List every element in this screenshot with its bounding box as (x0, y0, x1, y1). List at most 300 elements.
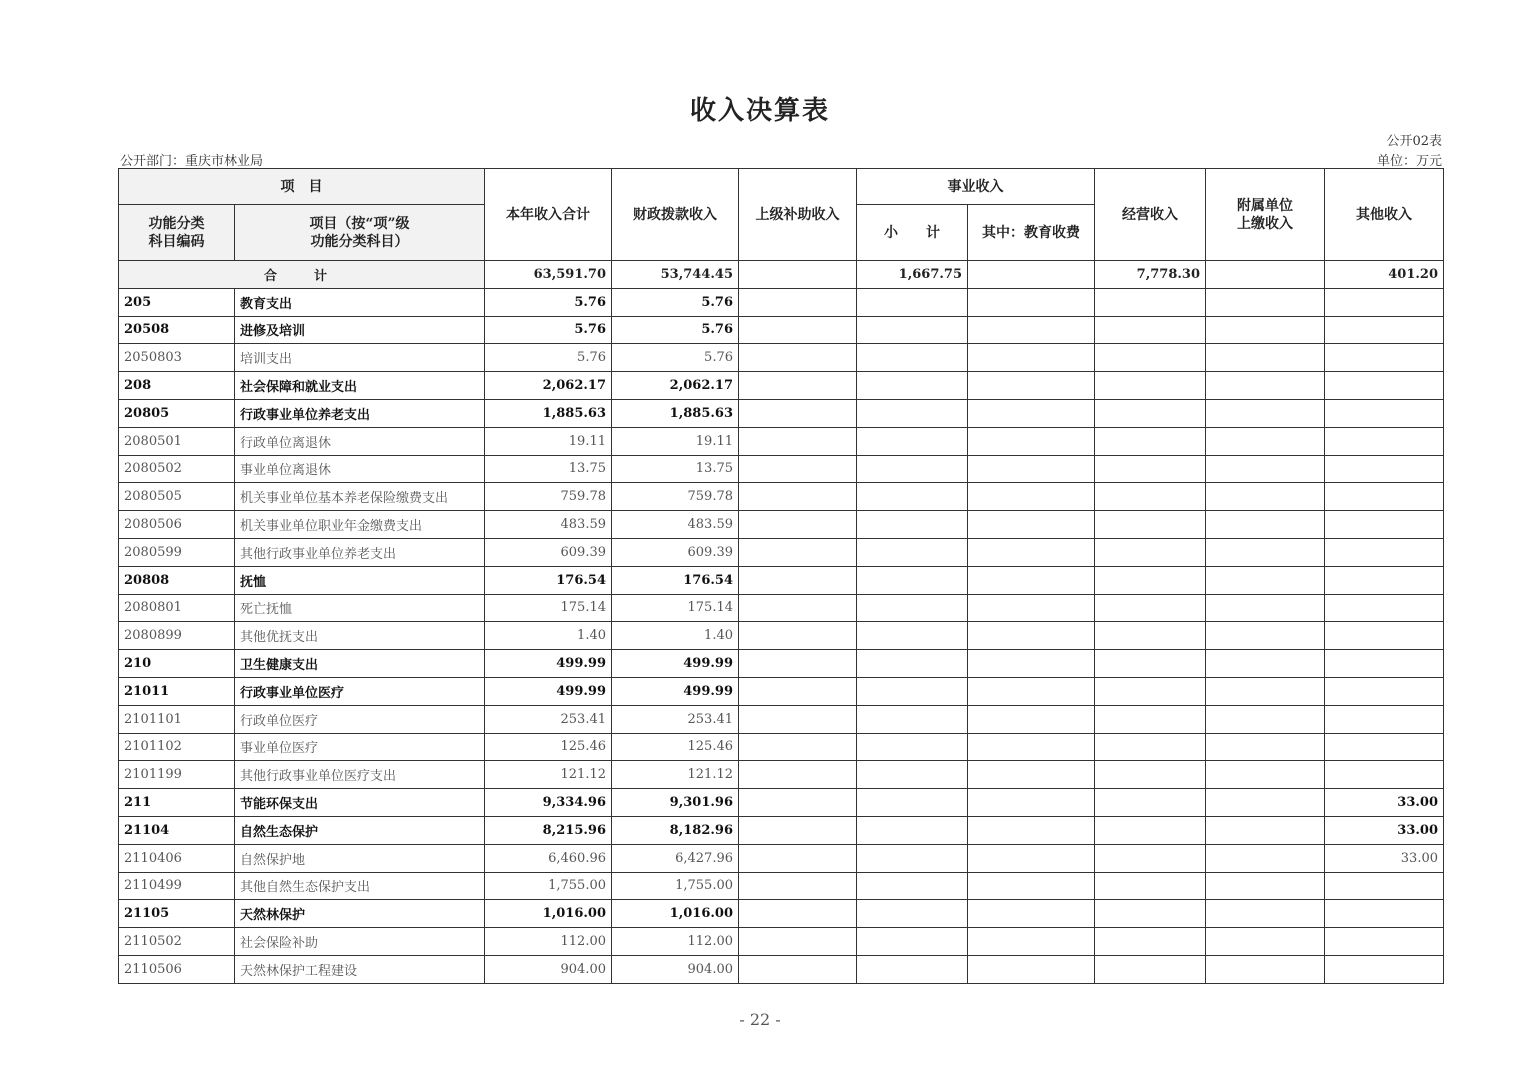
header-code: 功能分类 科目编码 (119, 205, 235, 261)
row-code: 2080899 (119, 622, 235, 650)
row-affiliated (1206, 511, 1325, 539)
row-affiliated (1206, 677, 1325, 705)
row-name: 行政单位医疗 (235, 705, 485, 733)
header-item: 项 目 (119, 169, 485, 205)
row-total: 2,062.17 (485, 372, 612, 400)
row-operating (1095, 844, 1206, 872)
row-superior (739, 455, 857, 483)
row-total: 904.00 (485, 955, 612, 983)
table-row (119, 538, 1444, 566)
row-other (1325, 650, 1444, 678)
row-code: 21104 (119, 816, 235, 844)
row-code: 2080599 (119, 538, 235, 566)
row-subtotal (857, 538, 968, 566)
row-subtotal (857, 928, 968, 956)
row-affiliated (1206, 399, 1325, 427)
row-subtotal (857, 955, 968, 983)
row-operating (1095, 733, 1206, 761)
row-superior (739, 288, 857, 316)
row-name: 教育支出 (235, 288, 485, 316)
row-name: 行政单位离退休 (235, 427, 485, 455)
row-fiscal: 1,885.63 (612, 399, 739, 427)
row-affiliated (1206, 455, 1325, 483)
row-total: 9,334.96 (485, 789, 612, 817)
total-operating: 7,778.30 (1095, 261, 1206, 289)
row-affiliated (1206, 900, 1325, 928)
row-superior (739, 955, 857, 983)
row-operating (1095, 538, 1206, 566)
table-row (119, 372, 1444, 400)
row-edu-fee (968, 622, 1095, 650)
row-edu-fee (968, 677, 1095, 705)
row-superior (739, 705, 857, 733)
row-superior (739, 372, 857, 400)
row-affiliated (1206, 344, 1325, 372)
table-row (119, 872, 1444, 900)
row-edu-fee (968, 900, 1095, 928)
row-name: 自然生态保护 (235, 816, 485, 844)
table-row (119, 844, 1444, 872)
total-fiscal: 53,744.45 (612, 261, 739, 289)
row-edu-fee (968, 761, 1095, 789)
row-operating (1095, 399, 1206, 427)
row-operating (1095, 900, 1206, 928)
table-row (119, 677, 1444, 705)
header-total: 本年收入合计 (485, 169, 612, 261)
header-operating: 经营收入 (1095, 169, 1206, 261)
table-row (119, 399, 1444, 427)
total-label: 合 计 (119, 261, 485, 289)
row-name: 培训支出 (235, 344, 485, 372)
row-total: 13.75 (485, 455, 612, 483)
row-fiscal: 121.12 (612, 761, 739, 789)
row-operating (1095, 789, 1206, 817)
row-superior (739, 622, 857, 650)
row-other: 33.00 (1325, 789, 1444, 817)
header-name: 项目（按“项”级 功能分类科目） (235, 205, 485, 261)
form-number: 公开02表 (1386, 134, 1442, 149)
row-edu-fee (968, 566, 1095, 594)
row-affiliated (1206, 789, 1325, 817)
row-edu-fee (968, 816, 1095, 844)
row-total: 121.12 (485, 761, 612, 789)
row-fiscal: 904.00 (612, 955, 739, 983)
row-name: 死亡抚恤 (235, 594, 485, 622)
row-code: 20508 (119, 316, 235, 344)
row-superior (739, 733, 857, 761)
row-fiscal: 5.76 (612, 288, 739, 316)
row-total: 1.40 (485, 622, 612, 650)
row-affiliated (1206, 594, 1325, 622)
table-row (119, 511, 1444, 539)
row-other (1325, 399, 1444, 427)
row-name: 天然林保护 (235, 900, 485, 928)
row-code: 2050803 (119, 344, 235, 372)
row-code: 210 (119, 650, 235, 678)
table-row (119, 789, 1444, 817)
table-row (119, 816, 1444, 844)
table-row (119, 594, 1444, 622)
header-business: 事业收入 (857, 169, 1095, 205)
row-edu-fee (968, 872, 1095, 900)
row-total: 499.99 (485, 677, 612, 705)
row-name: 其他优抚支出 (235, 622, 485, 650)
row-fiscal: 5.76 (612, 316, 739, 344)
row-code: 2101199 (119, 761, 235, 789)
row-edu-fee (968, 372, 1095, 400)
row-operating (1095, 955, 1206, 983)
row-affiliated (1206, 872, 1325, 900)
row-name: 其他行政事业单位养老支出 (235, 538, 485, 566)
row-fiscal: 112.00 (612, 928, 739, 956)
row-fiscal: 483.59 (612, 511, 739, 539)
row-subtotal (857, 789, 968, 817)
row-code: 2080506 (119, 511, 235, 539)
row-fiscal: 125.46 (612, 733, 739, 761)
row-other (1325, 705, 1444, 733)
row-operating (1095, 761, 1206, 789)
row-total: 176.54 (485, 566, 612, 594)
row-other (1325, 316, 1444, 344)
table-row (119, 928, 1444, 956)
row-affiliated (1206, 928, 1325, 956)
income-table (118, 168, 1444, 984)
row-operating (1095, 872, 1206, 900)
row-operating (1095, 650, 1206, 678)
row-other (1325, 733, 1444, 761)
row-fiscal: 1,755.00 (612, 872, 739, 900)
row-operating (1095, 316, 1206, 344)
row-subtotal (857, 427, 968, 455)
header-edu-fee: 其中：教育收费 (968, 205, 1095, 261)
total-superior (739, 261, 857, 289)
row-fiscal: 8,182.96 (612, 816, 739, 844)
row-subtotal (857, 372, 968, 400)
row-edu-fee (968, 928, 1095, 956)
row-superior (739, 399, 857, 427)
row-operating (1095, 816, 1206, 844)
row-name: 社会保险补助 (235, 928, 485, 956)
row-subtotal (857, 399, 968, 427)
row-fiscal: 5.76 (612, 344, 739, 372)
row-other (1325, 955, 1444, 983)
row-fiscal: 759.78 (612, 483, 739, 511)
row-fiscal: 1.40 (612, 622, 739, 650)
row-fiscal: 19.11 (612, 427, 739, 455)
row-other (1325, 483, 1444, 511)
row-other (1325, 372, 1444, 400)
row-affiliated (1206, 288, 1325, 316)
table-row (119, 761, 1444, 789)
row-total: 6,460.96 (485, 844, 612, 872)
row-superior (739, 816, 857, 844)
row-other (1325, 344, 1444, 372)
unit-label: 单位：万元 (1376, 154, 1442, 169)
row-affiliated (1206, 650, 1325, 678)
row-edu-fee (968, 288, 1095, 316)
row-superior (739, 538, 857, 566)
row-other (1325, 761, 1444, 789)
table-row (119, 900, 1444, 928)
row-code: 2110499 (119, 872, 235, 900)
row-fiscal: 6,427.96 (612, 844, 739, 872)
row-edu-fee (968, 844, 1095, 872)
header-superior: 上级补助收入 (739, 169, 857, 261)
row-subtotal (857, 483, 968, 511)
row-superior (739, 566, 857, 594)
row-total: 1,885.63 (485, 399, 612, 427)
row-subtotal (857, 650, 968, 678)
row-subtotal (857, 344, 968, 372)
row-code: 211 (119, 789, 235, 817)
row-subtotal (857, 594, 968, 622)
row-other (1325, 872, 1444, 900)
row-code: 2080501 (119, 427, 235, 455)
row-edu-fee (968, 427, 1095, 455)
row-affiliated (1206, 761, 1325, 789)
row-total: 499.99 (485, 650, 612, 678)
row-fiscal: 9,301.96 (612, 789, 739, 817)
row-total: 175.14 (485, 594, 612, 622)
row-other (1325, 538, 1444, 566)
row-other (1325, 566, 1444, 594)
row-name: 机关事业单位基本养老保险缴费支出 (235, 483, 485, 511)
row-code: 2101102 (119, 733, 235, 761)
table-row (119, 622, 1444, 650)
row-superior (739, 650, 857, 678)
row-name: 自然保护地 (235, 844, 485, 872)
row-superior (739, 316, 857, 344)
row-affiliated (1206, 483, 1325, 511)
row-other (1325, 900, 1444, 928)
total-row (119, 261, 1444, 289)
row-total: 5.76 (485, 344, 612, 372)
row-name: 其他行政事业单位医疗支出 (235, 761, 485, 789)
row-fiscal: 609.39 (612, 538, 739, 566)
row-affiliated (1206, 427, 1325, 455)
row-name: 其他自然生态保护支出 (235, 872, 485, 900)
row-subtotal (857, 316, 968, 344)
row-affiliated (1206, 372, 1325, 400)
row-name: 节能环保支出 (235, 789, 485, 817)
row-edu-fee (968, 705, 1095, 733)
table-row (119, 344, 1444, 372)
row-affiliated (1206, 566, 1325, 594)
row-edu-fee (968, 538, 1095, 566)
row-edu-fee (968, 789, 1095, 817)
row-superior (739, 344, 857, 372)
row-fiscal: 176.54 (612, 566, 739, 594)
row-superior (739, 761, 857, 789)
row-operating (1095, 511, 1206, 539)
row-superior (739, 844, 857, 872)
row-operating (1095, 928, 1206, 956)
row-superior (739, 483, 857, 511)
total-edu-fee (968, 261, 1095, 289)
row-affiliated (1206, 816, 1325, 844)
row-total: 1,755.00 (485, 872, 612, 900)
page-number: - 22 - (739, 1010, 781, 1029)
row-operating (1095, 677, 1206, 705)
row-name: 社会保障和就业支出 (235, 372, 485, 400)
row-affiliated (1206, 955, 1325, 983)
row-operating (1095, 288, 1206, 316)
row-code: 208 (119, 372, 235, 400)
row-operating (1095, 705, 1206, 733)
row-fiscal: 175.14 (612, 594, 739, 622)
row-name: 事业单位医疗 (235, 733, 485, 761)
row-subtotal (857, 705, 968, 733)
row-total: 5.76 (485, 316, 612, 344)
header-other: 其他收入 (1325, 169, 1444, 261)
row-affiliated (1206, 844, 1325, 872)
row-operating (1095, 427, 1206, 455)
row-operating (1095, 344, 1206, 372)
row-subtotal (857, 816, 968, 844)
row-superior (739, 511, 857, 539)
row-operating (1095, 622, 1206, 650)
row-superior (739, 900, 857, 928)
row-name: 事业单位离退休 (235, 455, 485, 483)
row-subtotal (857, 733, 968, 761)
row-edu-fee (968, 344, 1095, 372)
row-edu-fee (968, 955, 1095, 983)
row-affiliated (1206, 316, 1325, 344)
table-row (119, 733, 1444, 761)
row-fiscal: 499.99 (612, 677, 739, 705)
row-total: 125.46 (485, 733, 612, 761)
row-affiliated (1206, 705, 1325, 733)
row-subtotal (857, 761, 968, 789)
row-other: 33.00 (1325, 844, 1444, 872)
row-code: 21105 (119, 900, 235, 928)
row-subtotal (857, 288, 968, 316)
row-other (1325, 928, 1444, 956)
row-affiliated (1206, 733, 1325, 761)
row-total: 253.41 (485, 705, 612, 733)
row-affiliated (1206, 538, 1325, 566)
row-operating (1095, 455, 1206, 483)
row-code: 205 (119, 288, 235, 316)
table-row (119, 288, 1444, 316)
row-subtotal (857, 900, 968, 928)
row-affiliated (1206, 622, 1325, 650)
row-code: 2101101 (119, 705, 235, 733)
table-row (119, 483, 1444, 511)
row-other (1325, 594, 1444, 622)
row-total: 19.11 (485, 427, 612, 455)
row-edu-fee (968, 455, 1095, 483)
row-operating (1095, 594, 1206, 622)
row-code: 2110506 (119, 955, 235, 983)
row-fiscal: 13.75 (612, 455, 739, 483)
row-code: 21011 (119, 677, 235, 705)
row-superior (739, 928, 857, 956)
table-row (119, 455, 1444, 483)
row-other (1325, 511, 1444, 539)
row-subtotal (857, 872, 968, 900)
row-name: 抚恤 (235, 566, 485, 594)
row-edu-fee (968, 733, 1095, 761)
table-row (119, 650, 1444, 678)
row-code: 2080801 (119, 594, 235, 622)
row-other (1325, 455, 1444, 483)
row-edu-fee (968, 594, 1095, 622)
row-name: 行政事业单位医疗 (235, 677, 485, 705)
row-superior (739, 872, 857, 900)
table-row (119, 955, 1444, 983)
row-other (1325, 288, 1444, 316)
row-operating (1095, 483, 1206, 511)
row-other: 33.00 (1325, 816, 1444, 844)
header-subtotal: 小 计 (857, 205, 968, 261)
row-fiscal: 253.41 (612, 705, 739, 733)
row-superior (739, 427, 857, 455)
row-subtotal (857, 455, 968, 483)
row-total: 759.78 (485, 483, 612, 511)
table-row (119, 316, 1444, 344)
row-subtotal (857, 511, 968, 539)
row-name: 机关事业单位职业年金缴费支出 (235, 511, 485, 539)
row-other (1325, 427, 1444, 455)
row-name: 行政事业单位养老支出 (235, 399, 485, 427)
row-total: 609.39 (485, 538, 612, 566)
row-fiscal: 499.99 (612, 650, 739, 678)
row-other (1325, 622, 1444, 650)
row-edu-fee (968, 316, 1095, 344)
table-row (119, 427, 1444, 455)
row-total: 112.00 (485, 928, 612, 956)
row-edu-fee (968, 650, 1095, 678)
row-total: 5.76 (485, 288, 612, 316)
total-affiliated (1206, 261, 1325, 289)
row-superior (739, 789, 857, 817)
total-amount: 63,591.70 (485, 261, 612, 289)
row-code: 2110502 (119, 928, 235, 956)
row-superior (739, 677, 857, 705)
row-edu-fee (968, 511, 1095, 539)
row-fiscal: 2,062.17 (612, 372, 739, 400)
row-total: 1,016.00 (485, 900, 612, 928)
row-subtotal (857, 677, 968, 705)
page-title: 收入决算表 (689, 96, 830, 126)
row-operating (1095, 566, 1206, 594)
row-subtotal (857, 566, 968, 594)
total-subtotal: 1,667.75 (857, 261, 968, 289)
table-row (119, 705, 1444, 733)
row-edu-fee (968, 483, 1095, 511)
row-code: 2080502 (119, 455, 235, 483)
row-subtotal (857, 622, 968, 650)
row-edu-fee (968, 399, 1095, 427)
department-label: 公开部门：重庆市林业局 (120, 154, 264, 169)
row-operating (1095, 372, 1206, 400)
table-row (119, 566, 1444, 594)
total-other: 401.20 (1325, 261, 1444, 289)
row-code: 20805 (119, 399, 235, 427)
row-name: 卫生健康支出 (235, 650, 485, 678)
row-total: 8,215.96 (485, 816, 612, 844)
row-other (1325, 677, 1444, 705)
row-superior (739, 594, 857, 622)
row-name: 进修及培训 (235, 316, 485, 344)
row-subtotal (857, 844, 968, 872)
header-affiliated: 附属单位 上缴收入 (1206, 169, 1325, 261)
row-name: 天然林保护工程建设 (235, 955, 485, 983)
row-total: 483.59 (485, 511, 612, 539)
header-fiscal: 财政拨款收入 (612, 169, 739, 261)
row-fiscal: 1,016.00 (612, 900, 739, 928)
